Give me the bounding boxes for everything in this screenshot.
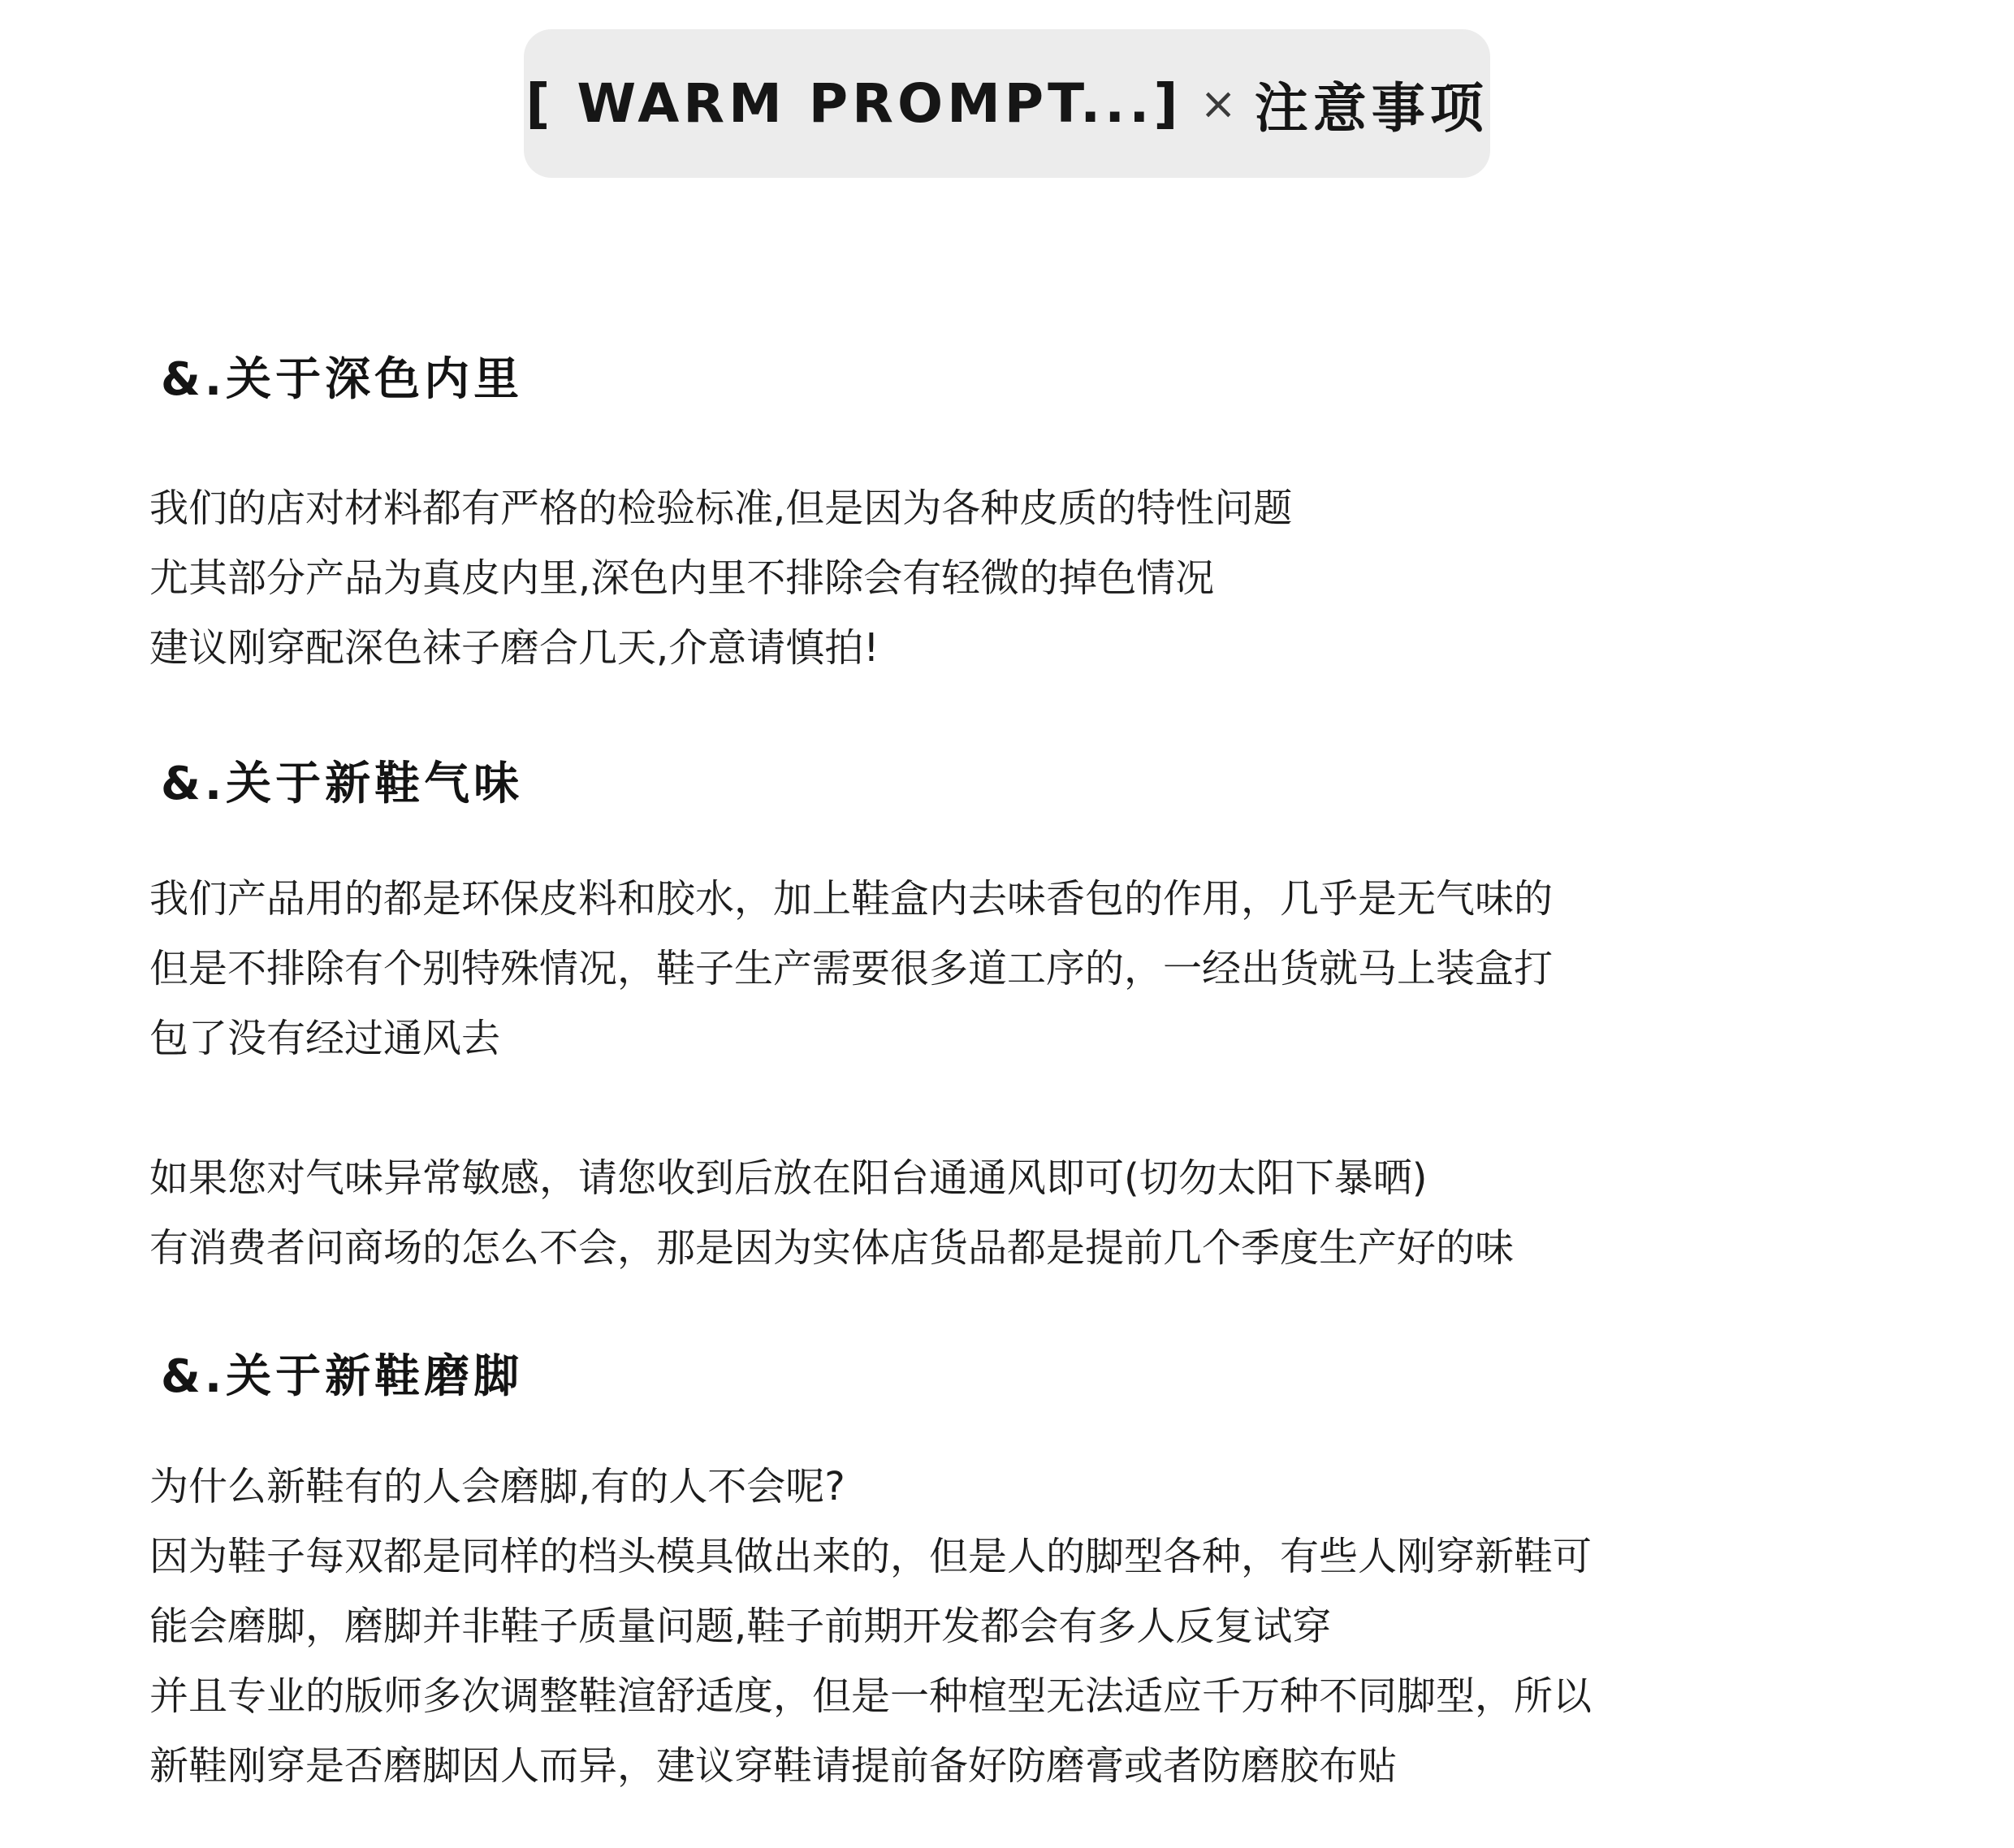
paragraph-line: 尤其部分产品为真皮内里,深色内里不排除会有轻微的掉色情况 bbox=[149, 555, 1215, 601]
paragraph-line: 建议刚穿配深色袜子磨合几天,介意请慎拍! bbox=[149, 625, 880, 671]
header-separator: × bbox=[1199, 78, 1237, 129]
header-title-en: [ WARM PROMPT...] bbox=[525, 72, 1182, 135]
paragraph-line: 新鞋刚穿是否磨脚因人而异，建议穿鞋请提前备好防磨膏或者防磨胶布贴 bbox=[149, 1743, 1398, 1789]
section-heading-new-shoe-odor: &.关于新鞋气味 bbox=[161, 758, 524, 810]
paragraph-line: 但是不排除有个别特殊情况，鞋子生产需要很多道工序的，一经出货就马上装盒打 bbox=[149, 946, 1554, 991]
paragraph-line: 包了没有经过通风去 bbox=[149, 1016, 501, 1061]
header-title-cn: 注意事项 bbox=[1254, 77, 1489, 140]
section-heading-new-shoe-rubbing: &.关于新鞋磨脚 bbox=[161, 1350, 524, 1403]
paragraph-line: 因为鞋子每双都是同样的档头模具做出来的，但是人的脚型各种，有些人刚穿新鞋可 bbox=[149, 1534, 1593, 1579]
header-banner bbox=[524, 29, 1490, 178]
paragraph-line: 为什么新鞋有的人会磨脚,有的人不会呢? bbox=[149, 1464, 845, 1509]
section-paragraph-new-shoe-odor-1 bbox=[149, 864, 1553, 1073]
paragraph-line: 如果您对气味异常敏感，请您收到后放在阳台通通风即可(切勿太阳下暴晒) bbox=[149, 1155, 1428, 1201]
paragraph-line: 我们的店对材料都有严格的检验标准,但是因为各种皮质的特性问题 bbox=[149, 486, 1293, 531]
section-heading-dark-lining: &.关于深色内里 bbox=[161, 353, 524, 406]
paragraph-line: 并且专业的版师多次调整鞋渲舒适度，但是一种楦型无法适应千万种不同脚型，所以 bbox=[149, 1673, 1593, 1719]
section-paragraph-dark-lining bbox=[149, 473, 1292, 683]
section-paragraph-new-shoe-odor-2 bbox=[149, 1143, 1514, 1283]
paragraph-line: 我们产品用的都是环保皮料和胶水，加上鞋盒内去味香包的作用，几乎是无气味的 bbox=[149, 876, 1554, 922]
paragraph-line: 能会磨脚，磨脚并非鞋子质量问题,鞋子前期开发都会有多人反复试穿 bbox=[149, 1604, 1332, 1649]
section-paragraph-new-shoe-rubbing bbox=[149, 1452, 1592, 1801]
paragraph-line: 有消费者问商场的怎么不会，那是因为实体店货品都是提前几个季度生产好的味 bbox=[149, 1225, 1515, 1271]
